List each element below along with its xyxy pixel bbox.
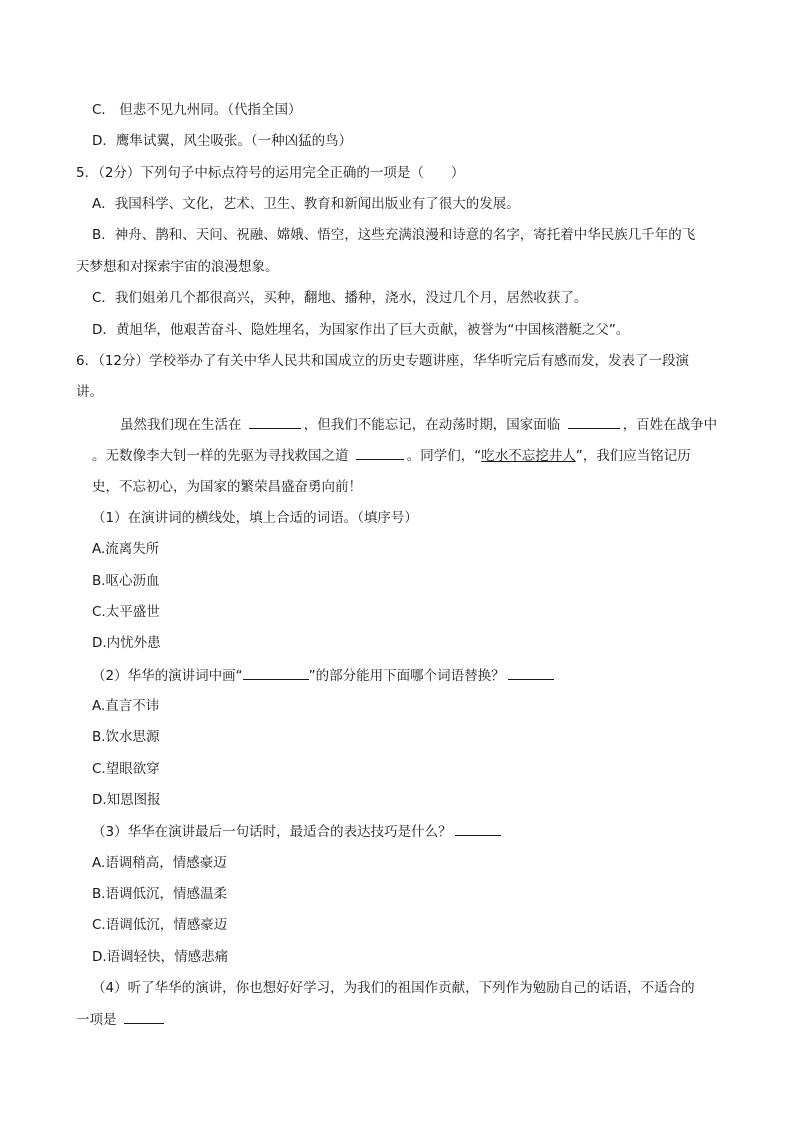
sub3-option-d: D.语调轻快，情感悲痛 [92, 949, 229, 965]
sub2-option-a: A.直言不讳 [92, 698, 160, 714]
q4-option-c: C． 但悲不见九州同。（代指全国） [92, 102, 302, 118]
q5-option-c: C．我们姐弟几个都很高兴，买种，翻地、播种，浇水，没过几个月，居然收获了。 [92, 290, 588, 306]
sub1-option-b: B.呕心沥血 [92, 573, 160, 589]
sub1-option-d: D.内忧外患 [92, 635, 161, 651]
sub3-option-b: B.语调低沉，情感温柔 [92, 886, 228, 902]
sub3-stem: （3）华华在演讲最后一句话时，最适合的表达技巧是什么？ [92, 821, 504, 842]
speech-line2: 。无数像李大钊一样的先驱为寻找救国之道 。同学们，“吃水不忘挖井人”，我们应当铭记历 [92, 445, 691, 466]
answer-blank[interactable] [508, 665, 554, 680]
q4-option-d: D．鹰隼试翼，风尘吸张。（一种凶猛的鸟） [92, 133, 353, 149]
fill-blank[interactable] [356, 445, 404, 460]
speech-line1: 虽然我们现在生活在 ，但我们不能忘记，在动荡时期，国家面临 ，百姓在战争中 [120, 414, 717, 435]
q5-option-d: D．黄旭华，他艰苦奋斗、隐姓埋名，为国家作出了巨大贡献，被誉为“中国核潜艇之父”。 [92, 322, 630, 338]
fill-blank[interactable] [568, 414, 620, 429]
sub2-option-b: B.饮水思源 [92, 729, 160, 745]
sub4-stem-line2: 一项是 [76, 1009, 167, 1030]
q5-option-a: A．我国科学、文化，艺术、卫生、教育和新闻出版业有了很大的发展。 [92, 196, 520, 212]
sub1-option-a: A.流离失所 [92, 541, 160, 557]
underlined-phrase: 吃水不忘挖井人 [481, 448, 576, 464]
q5-option-b-line1: B．神舟、鹊和、天问、祝融、嫦娥、悟空，这些充满浪漫和诗意的名字，寄托着中华民族几千年的飞 [92, 227, 696, 243]
sub2-option-d: D.知恩图报 [92, 792, 161, 808]
q5-option-b-line2: 天梦想和对探索宇宙的浪漫想象。 [76, 259, 279, 275]
q5-stem: 5．（2分）下列句子中标点符号的运用完全正确的一项是（ ） [76, 165, 465, 181]
sub2-option-c: C.望眼欲穿 [92, 761, 160, 777]
sub2-stem: （2）华华的演讲词中画“ ”的部分能用下面哪个词语替换？ [92, 665, 557, 686]
fill-blank[interactable] [249, 414, 301, 429]
sub4-stem-line1: （4）听了华华的演讲，你也想好好学习，为我们的祖国作贡献，下列作为勉励自己的话语，不适合的 [92, 980, 695, 996]
sub1-stem: （1）在演讲词的横线处，填上合适的词语。（填序号） [92, 510, 418, 526]
sub1-option-c: C.太平盛世 [92, 604, 160, 620]
sub3-option-a: A.语调稍高，情感豪迈 [92, 855, 227, 871]
speech-line3: 史，不忘初心，为国家的繁荣昌盛奋勇向前！ [92, 479, 362, 495]
answer-blank[interactable] [124, 1009, 164, 1024]
underline-mark [243, 665, 309, 680]
sub3-option-c: C.语调低沉，情感豪迈 [92, 917, 228, 933]
q6-stem-line1: 6．（12分）学校举办了有关中华人民共和国成立的历史专题讲座，华华听完后有感而发，发表了一段演 [76, 353, 690, 369]
q6-stem-line2: 讲。 [76, 384, 103, 400]
answer-blank[interactable] [455, 821, 501, 836]
